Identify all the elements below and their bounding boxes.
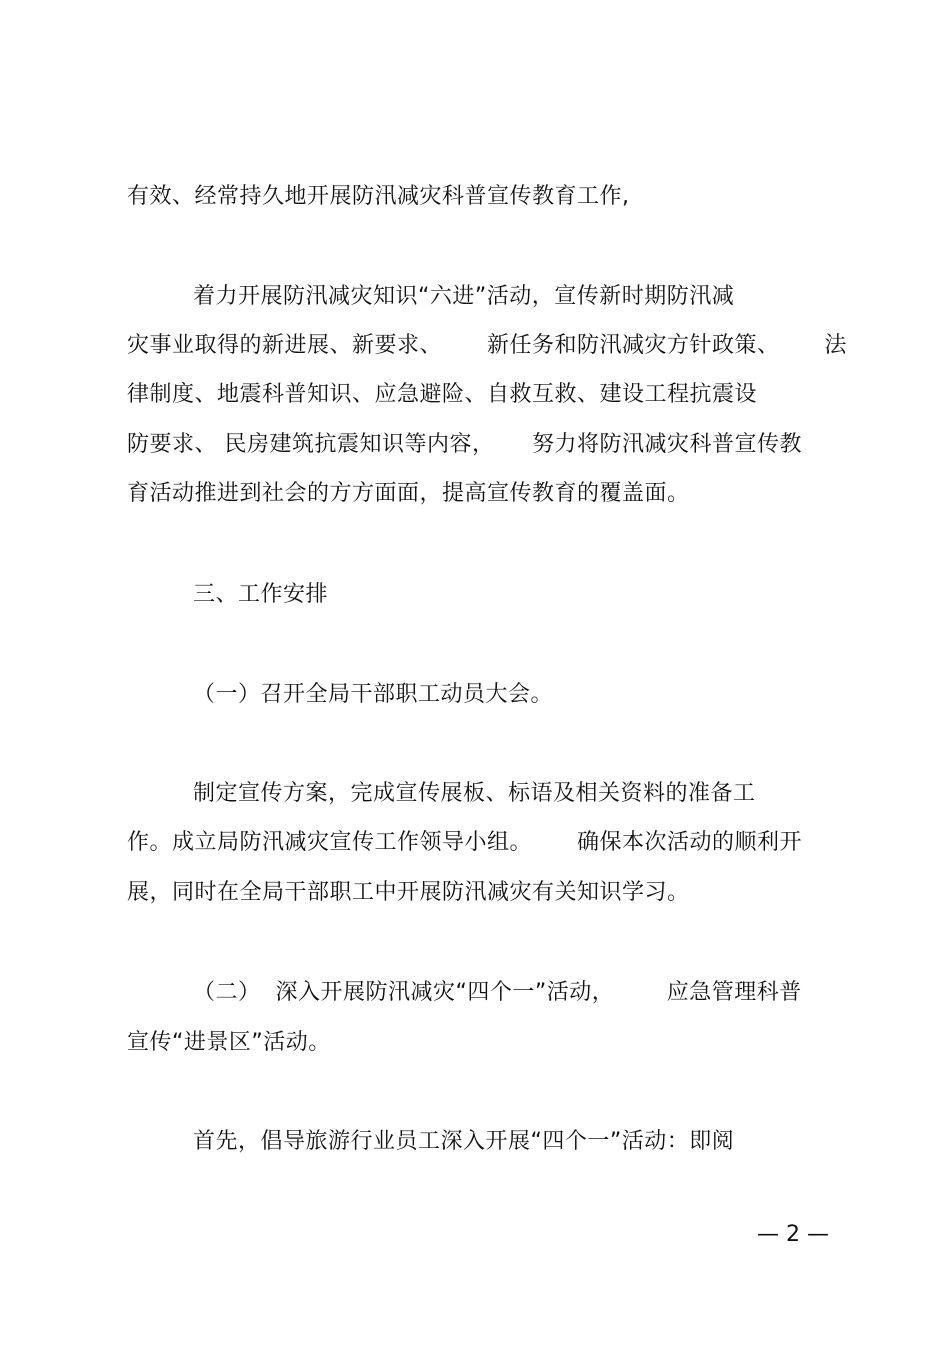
text-line-4: 律制度、地震科普知识、应急避险、自救互救、建设工程抗震设 [127,382,758,407]
text-line-11: 展，同时在全局干部职工中开展防汛减灾有关知识学习。 [127,880,690,905]
text-line-6: 育活动推进到社会的方方面面，提高宣传教育的覆盖面。 [127,481,690,506]
text-line-2: 着力开展防汛减灾知识“六进”活动，宣传新时期防汛减 [193,284,735,309]
text-line-13: 宣传“进景区”活动。 [127,1030,331,1055]
section-heading: 三、工作安排 [193,582,329,607]
subsection-heading-1: （一）召开全局干部职工动员大会。 [193,682,554,707]
text-line-1: 有效、经常持久地开展防汛减灾科普宣传教育工作, [127,184,630,209]
text-line-3: 灾事业取得的新进展、新要求、 新任务和防汛减灾方针政策、 法 [127,333,847,358]
subsection-heading-2: （二） 深入开展防汛减灾“四个一”活动， 应急管理科普 [193,980,802,1005]
page-number: — 2 — [757,1222,829,1247]
text-line-14: 首先，倡导旅游行业员工深入开展“四个一”活动：即阅 [193,1129,735,1154]
text-line-9: 制定宣传方案，完成宣传展板、标语及相关资料的准备工 [193,781,756,806]
text-line-5: 防要求、 民房建筑抗震知识等内容， 努力将防汛减灾科普宣传教 [127,432,802,457]
text-line-10: 作。成立局防汛减灾宣传工作领导小组。 确保本次活动的顺利开 [127,830,802,855]
